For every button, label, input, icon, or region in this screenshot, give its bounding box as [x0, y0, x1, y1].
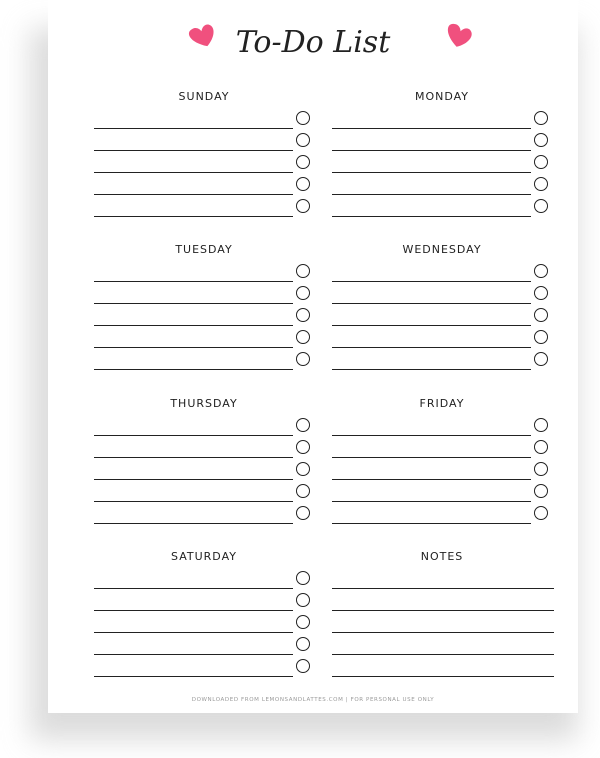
- task-checkbox[interactable]: [296, 155, 310, 169]
- task-checkbox[interactable]: [296, 308, 310, 322]
- section-heading-sunday: SUNDAY: [178, 90, 230, 103]
- task-checkbox[interactable]: [296, 571, 310, 585]
- section-heading-wednesday: WEDNESDAY: [402, 243, 482, 256]
- task-line[interactable]: [94, 588, 293, 589]
- heart-icon: [443, 22, 473, 50]
- task-line[interactable]: [332, 479, 531, 480]
- task-checkbox[interactable]: [534, 308, 548, 322]
- task-line[interactable]: [94, 172, 293, 173]
- task-checkbox[interactable]: [296, 133, 310, 147]
- task-line[interactable]: [94, 523, 293, 524]
- section-heading-tuesday: TUESDAY: [175, 243, 233, 256]
- section-heading-thursday: THURSDAY: [170, 397, 238, 410]
- task-line[interactable]: [332, 435, 531, 436]
- section-heading-notes: NOTES: [420, 550, 464, 563]
- task-line[interactable]: [332, 523, 531, 524]
- task-checkbox[interactable]: [534, 199, 548, 213]
- page-title: To-Do List: [235, 25, 391, 60]
- notes-line[interactable]: [332, 632, 554, 633]
- task-line[interactable]: [332, 150, 531, 151]
- task-line[interactable]: [94, 479, 293, 480]
- task-checkbox[interactable]: [296, 440, 310, 454]
- task-checkbox[interactable]: [534, 177, 548, 191]
- task-line[interactable]: [332, 128, 531, 129]
- task-line[interactable]: [332, 369, 531, 370]
- task-checkbox[interactable]: [534, 286, 548, 300]
- task-checkbox[interactable]: [296, 506, 310, 520]
- task-checkbox[interactable]: [296, 352, 310, 366]
- task-checkbox[interactable]: [296, 177, 310, 191]
- task-checkbox[interactable]: [534, 506, 548, 520]
- notes-line[interactable]: [332, 610, 554, 611]
- task-checkbox[interactable]: [534, 330, 548, 344]
- todo-sheet: [48, 0, 578, 713]
- task-line[interactable]: [94, 501, 293, 502]
- task-line[interactable]: [332, 347, 531, 348]
- task-line[interactable]: [94, 369, 293, 370]
- task-line[interactable]: [332, 325, 531, 326]
- task-checkbox[interactable]: [296, 330, 310, 344]
- task-line[interactable]: [94, 676, 293, 677]
- task-checkbox[interactable]: [534, 484, 548, 498]
- task-checkbox[interactable]: [296, 462, 310, 476]
- task-line[interactable]: [94, 150, 293, 151]
- task-checkbox[interactable]: [296, 615, 310, 629]
- task-line[interactable]: [94, 194, 293, 195]
- task-line[interactable]: [94, 303, 293, 304]
- section-heading-friday: FRIDAY: [419, 397, 465, 410]
- task-checkbox[interactable]: [296, 418, 310, 432]
- task-line[interactable]: [332, 194, 531, 195]
- task-checkbox[interactable]: [534, 462, 548, 476]
- task-line[interactable]: [94, 281, 293, 282]
- task-line[interactable]: [332, 281, 531, 282]
- heart-icon: [188, 23, 218, 51]
- task-checkbox[interactable]: [296, 637, 310, 651]
- task-line[interactable]: [332, 501, 531, 502]
- task-checkbox[interactable]: [296, 199, 310, 213]
- task-line[interactable]: [94, 435, 293, 436]
- task-checkbox[interactable]: [534, 264, 548, 278]
- task-checkbox[interactable]: [534, 155, 548, 169]
- task-line[interactable]: [332, 172, 531, 173]
- task-line[interactable]: [94, 347, 293, 348]
- section-heading-saturday: SATURDAY: [171, 550, 237, 563]
- task-line[interactable]: [94, 216, 293, 217]
- task-line[interactable]: [94, 632, 293, 633]
- task-checkbox[interactable]: [534, 352, 548, 366]
- task-checkbox[interactable]: [296, 659, 310, 673]
- notes-line[interactable]: [332, 676, 554, 677]
- task-checkbox[interactable]: [296, 111, 310, 125]
- notes-line[interactable]: [332, 654, 554, 655]
- task-checkbox[interactable]: [296, 286, 310, 300]
- title-row: [48, 12, 578, 72]
- task-checkbox[interactable]: [534, 111, 548, 125]
- task-line[interactable]: [332, 216, 531, 217]
- task-checkbox[interactable]: [296, 593, 310, 607]
- task-line[interactable]: [94, 654, 293, 655]
- task-checkbox[interactable]: [534, 440, 548, 454]
- task-line[interactable]: [332, 457, 531, 458]
- task-checkbox[interactable]: [296, 264, 310, 278]
- task-checkbox[interactable]: [534, 418, 548, 432]
- notes-line[interactable]: [332, 588, 554, 589]
- task-line[interactable]: [94, 128, 293, 129]
- section-heading-monday: MONDAY: [414, 90, 470, 103]
- task-line[interactable]: [94, 457, 293, 458]
- task-line[interactable]: [332, 303, 531, 304]
- task-checkbox[interactable]: [296, 484, 310, 498]
- task-line[interactable]: [94, 610, 293, 611]
- footer-note: DOWNLOADED FROM LEMONSANDLATTES.COM | FOR PERSONAL USE ONLY: [191, 697, 435, 703]
- task-line[interactable]: [94, 325, 293, 326]
- task-checkbox[interactable]: [534, 133, 548, 147]
